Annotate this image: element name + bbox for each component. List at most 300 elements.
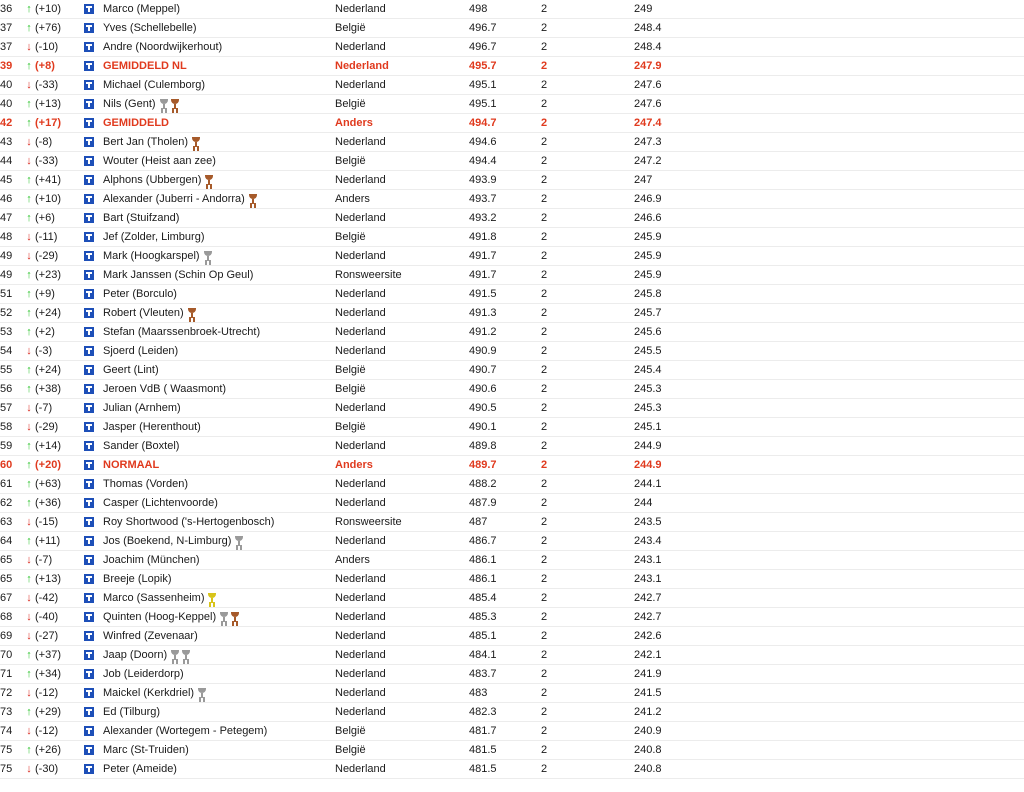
country: België xyxy=(335,364,366,376)
rank-value: 44 xyxy=(0,155,13,167)
profile-cell xyxy=(82,399,102,418)
games: 2 xyxy=(541,288,548,300)
profile-icon[interactable] xyxy=(84,42,94,52)
player-name[interactable]: Peter (Borculo) xyxy=(103,288,177,300)
player-name[interactable]: Jeroen VdB ( Waasmont) xyxy=(103,383,227,395)
games: 2 xyxy=(541,611,548,623)
profile-icon[interactable] xyxy=(84,308,94,318)
player-name[interactable]: Andre (Noordwijkerhout) xyxy=(103,41,223,53)
country: Ronsweersite xyxy=(335,516,402,528)
trophies xyxy=(234,536,245,547)
score: 494.7 xyxy=(469,117,497,129)
average: 247 xyxy=(634,174,653,186)
name-cell xyxy=(102,190,334,209)
arrow-down-icon: ↓ xyxy=(26,763,32,775)
score-cell xyxy=(468,513,540,532)
rank-cell xyxy=(0,532,24,551)
player-name[interactable]: Bert Jan (Tholen) xyxy=(103,136,188,148)
rank-change: (+10) xyxy=(35,193,61,205)
table-row xyxy=(0,589,1024,608)
rank-change: (-40) xyxy=(35,611,59,623)
profile-icon[interactable] xyxy=(84,650,94,660)
average: 248.4 xyxy=(634,22,662,34)
country: België xyxy=(335,421,366,433)
average-cell xyxy=(633,342,1024,361)
rank-change: (-8) xyxy=(35,136,53,148)
country-cell xyxy=(334,475,468,494)
player-name[interactable]: Alphons (Ubbergen) xyxy=(103,174,202,186)
player-name[interactable]: Bart (Stuifzand) xyxy=(103,212,180,224)
profile-icon[interactable] xyxy=(84,612,94,622)
name-cell xyxy=(102,437,334,456)
country-cell xyxy=(334,190,468,209)
games: 2 xyxy=(541,649,548,661)
average-cell xyxy=(633,551,1024,570)
profile-icon[interactable] xyxy=(84,232,94,242)
movement-cell xyxy=(24,133,82,152)
profile-icon[interactable] xyxy=(84,441,94,451)
rank-cell xyxy=(0,456,24,475)
arrow-up-icon: ↑ xyxy=(26,193,32,205)
rank-cell xyxy=(0,760,24,779)
name-cell xyxy=(102,418,334,437)
average: 243.1 xyxy=(634,554,662,566)
profile-icon[interactable] xyxy=(84,574,94,584)
games-cell xyxy=(540,608,633,627)
rank-value: 61 xyxy=(0,478,13,490)
games-cell xyxy=(540,684,633,703)
profile-icon[interactable] xyxy=(84,289,94,299)
country: Anders xyxy=(335,459,373,471)
average: 248.4 xyxy=(634,41,662,53)
games-cell xyxy=(540,380,633,399)
games: 2 xyxy=(541,687,548,699)
score-cell xyxy=(468,570,540,589)
player-name[interactable]: Joachim (München) xyxy=(103,554,200,566)
profile-icon[interactable] xyxy=(84,555,94,565)
player-name[interactable]: Julian (Arnhem) xyxy=(103,402,181,414)
country: Nederland xyxy=(335,668,386,680)
country: Nederland xyxy=(335,307,386,319)
profile-icon[interactable] xyxy=(84,764,94,774)
profile-icon[interactable] xyxy=(84,99,94,109)
rank-value: 73 xyxy=(0,706,13,718)
country: Nederland xyxy=(335,611,386,623)
player-name[interactable]: Marc (St-Truiden) xyxy=(103,744,189,756)
player-name[interactable]: Wouter (Heist aan zee) xyxy=(103,155,216,167)
games: 2 xyxy=(541,573,548,585)
games-cell xyxy=(540,570,633,589)
average-cell xyxy=(633,323,1024,342)
player-name[interactable]: Sander (Boxtel) xyxy=(103,440,180,452)
player-name[interactable]: Michael (Culemborg) xyxy=(103,79,206,91)
profile-cell xyxy=(82,646,102,665)
games-cell xyxy=(540,95,633,114)
rank-cell xyxy=(0,266,24,285)
country: Nederland xyxy=(335,497,386,509)
average-cell xyxy=(633,114,1024,133)
games: 2 xyxy=(541,668,548,680)
average: 249 xyxy=(634,3,653,15)
table-row xyxy=(0,380,1024,399)
arrow-down-icon: ↓ xyxy=(26,611,32,623)
games: 2 xyxy=(541,459,548,471)
country-cell xyxy=(334,646,468,665)
player-name[interactable]: Alexander (Juberri - Andorra) xyxy=(103,193,245,205)
rank-value: 60 xyxy=(0,459,13,471)
arrow-down-icon: ↓ xyxy=(26,41,32,53)
country-cell xyxy=(334,589,468,608)
average-cell xyxy=(633,209,1024,228)
average: 243.1 xyxy=(634,573,662,585)
rank-value: 53 xyxy=(0,326,13,338)
player-name[interactable]: Sjoerd (Leiden) xyxy=(103,345,179,357)
player-name[interactable]: Peter (Ameide) xyxy=(103,763,177,775)
rank-value: 70 xyxy=(0,649,13,661)
profile-icon[interactable] xyxy=(84,137,94,147)
arrow-down-icon: ↓ xyxy=(26,516,32,528)
table-row xyxy=(0,760,1024,779)
player-name[interactable]: Marco (Meppel) xyxy=(103,3,181,15)
name-cell xyxy=(102,722,334,741)
games-cell xyxy=(540,57,633,76)
score: 481.7 xyxy=(469,725,497,737)
average-cell xyxy=(633,760,1024,779)
profile-cell xyxy=(82,95,102,114)
country: Nederland xyxy=(335,402,386,414)
profile-icon[interactable] xyxy=(84,745,94,755)
profile-icon[interactable] xyxy=(84,498,94,508)
player-name[interactable]: Alexander (Wortegem - Petegem) xyxy=(103,725,268,737)
profile-cell xyxy=(82,133,102,152)
rank-cell xyxy=(0,152,24,171)
movement-cell xyxy=(24,741,82,760)
games-cell xyxy=(540,171,633,190)
country: Nederland xyxy=(335,3,386,15)
country: Anders xyxy=(335,554,370,566)
player-name[interactable]: Stefan (Maarssenbroek-Utrecht) xyxy=(103,326,261,338)
player-name[interactable]: Ed (Tilburg) xyxy=(103,706,161,718)
profile-icon[interactable] xyxy=(84,688,94,698)
average: 245.9 xyxy=(634,250,662,262)
average-cell xyxy=(633,190,1024,209)
average-cell xyxy=(633,0,1024,19)
profile-icon[interactable] xyxy=(84,669,94,679)
average-cell xyxy=(633,494,1024,513)
average: 247.2 xyxy=(634,155,662,167)
name-cell xyxy=(102,627,334,646)
score-cell xyxy=(468,741,540,760)
rank-value: 68 xyxy=(0,611,13,623)
average-cell xyxy=(633,570,1024,589)
profile-icon[interactable] xyxy=(84,593,94,603)
profile-icon[interactable] xyxy=(84,156,94,166)
player-name[interactable]: Yves (Schellebelle) xyxy=(103,22,197,34)
player-name[interactable]: Breeje (Lopik) xyxy=(103,573,172,585)
profile-cell xyxy=(82,57,102,76)
profile-icon[interactable] xyxy=(84,4,94,14)
country-cell xyxy=(334,57,468,76)
rank-value: 46 xyxy=(0,193,13,205)
games: 2 xyxy=(541,706,548,718)
player-name[interactable]: Mark (Hoogkarspel) xyxy=(103,250,200,262)
rank-change: (-42) xyxy=(35,592,59,604)
average-cell xyxy=(633,532,1024,551)
country: Nederland xyxy=(335,687,386,699)
games: 2 xyxy=(541,421,548,433)
table-row xyxy=(0,532,1024,551)
table-row xyxy=(0,228,1024,247)
games: 2 xyxy=(541,554,548,566)
movement-cell xyxy=(24,361,82,380)
profile-cell xyxy=(82,418,102,437)
rank-value: 49 xyxy=(0,250,13,262)
rank-cell xyxy=(0,76,24,95)
rank-value: 65 xyxy=(0,573,13,585)
trophy-bronze-icon xyxy=(248,194,258,204)
average-cell xyxy=(633,38,1024,57)
games-cell xyxy=(540,551,633,570)
rank-change: (-30) xyxy=(35,763,59,775)
movement-cell xyxy=(24,38,82,57)
arrow-down-icon: ↓ xyxy=(26,630,32,642)
country-cell xyxy=(334,19,468,38)
score: 494.6 xyxy=(469,136,497,148)
movement-cell xyxy=(24,665,82,684)
games-cell xyxy=(540,342,633,361)
player-name[interactable]: Marco (Sassenheim) xyxy=(103,592,205,604)
average: 247.4 xyxy=(634,117,662,129)
score-cell xyxy=(468,418,540,437)
table-row xyxy=(0,665,1024,684)
arrow-up-icon: ↑ xyxy=(26,440,32,452)
movement-cell xyxy=(24,95,82,114)
table-row xyxy=(0,722,1024,741)
country: België xyxy=(335,155,366,167)
profile-icon[interactable] xyxy=(84,365,94,375)
games: 2 xyxy=(541,250,548,262)
rank-value: 64 xyxy=(0,535,13,547)
player-name[interactable]: Casper (Lichtenvoorde) xyxy=(103,497,218,509)
profile-icon[interactable] xyxy=(84,460,94,470)
profile-icon[interactable] xyxy=(84,118,94,128)
rank-change: (+9) xyxy=(35,288,55,300)
average-cell xyxy=(633,703,1024,722)
table-row xyxy=(0,551,1024,570)
score-cell xyxy=(468,608,540,627)
arrow-up-icon: ↑ xyxy=(26,668,32,680)
profile-icon[interactable] xyxy=(84,707,94,717)
profile-icon[interactable] xyxy=(84,61,94,71)
profile-icon[interactable] xyxy=(84,422,94,432)
country-cell xyxy=(334,494,468,513)
player-name[interactable]: Winfred (Zevenaar) xyxy=(103,630,198,642)
rank-change: (+26) xyxy=(35,744,61,756)
average: 245.4 xyxy=(634,364,662,376)
player-name[interactable]: Maickel (Kerkdriel) xyxy=(103,687,195,699)
rank-value: 54 xyxy=(0,345,13,357)
rank-cell xyxy=(0,342,24,361)
average-cell xyxy=(633,608,1024,627)
profile-icon[interactable] xyxy=(84,270,94,280)
rank-change: (+8) xyxy=(35,60,55,72)
average: 247.6 xyxy=(634,79,662,91)
score: 496.7 xyxy=(469,41,497,53)
trophy-bronze-icon xyxy=(191,137,201,147)
profile-cell xyxy=(82,551,102,570)
score: 491.7 xyxy=(469,269,497,281)
rank-change: (-29) xyxy=(35,250,59,262)
profile-icon[interactable] xyxy=(84,175,94,185)
score-cell xyxy=(468,551,540,570)
score-cell xyxy=(468,190,540,209)
score: 490.5 xyxy=(469,402,497,414)
rank-change: (-11) xyxy=(35,231,58,243)
rank-value: 40 xyxy=(0,98,13,110)
average: 241.9 xyxy=(634,668,662,680)
name-cell xyxy=(102,304,334,323)
country: België xyxy=(335,725,366,737)
rank-change: (+36) xyxy=(35,497,61,509)
score: 496.7 xyxy=(469,22,497,34)
country-cell xyxy=(334,152,468,171)
trophies xyxy=(170,650,192,661)
player-name[interactable]: Geert (Lint) xyxy=(103,364,159,376)
arrow-up-icon: ↑ xyxy=(26,98,32,110)
games: 2 xyxy=(541,763,548,775)
profile-icon[interactable] xyxy=(84,384,94,394)
player-name[interactable]: Nils (Gent) xyxy=(103,98,156,110)
games-cell xyxy=(540,304,633,323)
movement-cell xyxy=(24,209,82,228)
player-name: NORMAAL xyxy=(103,459,160,471)
profile-cell xyxy=(82,684,102,703)
score-cell xyxy=(468,228,540,247)
country-cell xyxy=(334,684,468,703)
rank-cell xyxy=(0,684,24,703)
rank-change: (-7) xyxy=(35,554,53,566)
average: 245.1 xyxy=(634,421,662,433)
arrow-up-icon: ↑ xyxy=(26,573,32,585)
table-row xyxy=(0,323,1024,342)
score: 484.1 xyxy=(469,649,497,661)
player-name[interactable]: Roy Shortwood ('s-Hertogenbosch) xyxy=(103,516,275,528)
player-name[interactable]: Jos (Boekend, N-Limburg) xyxy=(103,535,232,547)
country: België xyxy=(335,22,366,34)
arrow-up-icon: ↑ xyxy=(26,744,32,756)
country: Nederland xyxy=(335,288,386,300)
profile-cell xyxy=(82,152,102,171)
movement-cell xyxy=(24,266,82,285)
rank-value: 74 xyxy=(0,725,13,737)
games: 2 xyxy=(541,155,548,167)
rank-change: (-7) xyxy=(35,402,53,414)
profile-cell xyxy=(82,38,102,57)
profile-icon[interactable] xyxy=(84,327,94,337)
score-cell xyxy=(468,171,540,190)
score: 485.1 xyxy=(469,630,497,642)
table-row xyxy=(0,152,1024,171)
table-row xyxy=(0,494,1024,513)
games-cell xyxy=(540,152,633,171)
average-cell xyxy=(633,418,1024,437)
player-name[interactable]: Mark Janssen (Schin Op Geul) xyxy=(103,269,254,281)
arrow-up-icon: ↑ xyxy=(26,212,32,224)
table-row xyxy=(0,0,1024,19)
rank-value: 65 xyxy=(0,554,13,566)
trophy-silver-icon xyxy=(181,650,191,660)
games-cell xyxy=(540,437,633,456)
rank-cell xyxy=(0,285,24,304)
profile-icon[interactable] xyxy=(84,726,94,736)
country-cell xyxy=(334,361,468,380)
arrow-down-icon: ↓ xyxy=(26,402,32,414)
player-name[interactable]: Quinten (Hoog-Keppel) xyxy=(103,611,217,623)
country-cell xyxy=(334,760,468,779)
movement-cell xyxy=(24,304,82,323)
country-cell xyxy=(334,665,468,684)
score: 488.2 xyxy=(469,478,497,490)
games: 2 xyxy=(541,383,548,395)
player-name[interactable]: Jaap (Doorn) xyxy=(103,649,168,661)
name-cell xyxy=(102,380,334,399)
rank-value: 75 xyxy=(0,763,13,775)
profile-icon[interactable] xyxy=(84,517,94,527)
score: 494.4 xyxy=(469,155,497,167)
profile-icon[interactable] xyxy=(84,479,94,489)
score: 490.6 xyxy=(469,383,497,395)
movement-cell xyxy=(24,171,82,190)
rank-change: (+34) xyxy=(35,668,61,680)
profile-icon[interactable] xyxy=(84,80,94,90)
country-cell xyxy=(334,456,468,475)
trophies xyxy=(197,688,208,699)
profile-icon[interactable] xyxy=(84,213,94,223)
profile-icon[interactable] xyxy=(84,403,94,413)
player-name[interactable]: Robert (Vleuten) xyxy=(103,307,184,319)
profile-icon[interactable] xyxy=(84,23,94,33)
profile-icon[interactable] xyxy=(84,251,94,261)
arrow-up-icon: ↑ xyxy=(26,364,32,376)
average: 240.9 xyxy=(634,725,662,737)
table-row xyxy=(0,684,1024,703)
arrow-up-icon: ↑ xyxy=(26,288,32,300)
rank-cell xyxy=(0,133,24,152)
games: 2 xyxy=(541,212,548,224)
country: Nederland xyxy=(335,136,386,148)
average: 242.1 xyxy=(634,649,662,661)
name-cell xyxy=(102,114,334,133)
country-cell xyxy=(334,95,468,114)
country-cell xyxy=(334,0,468,19)
player-name[interactable]: Thomas (Vorden) xyxy=(103,478,188,490)
player-name[interactable]: Jasper (Herenthout) xyxy=(103,421,201,433)
name-cell xyxy=(102,0,334,19)
profile-icon[interactable] xyxy=(84,536,94,546)
player-name: GEMIDDELD NL xyxy=(103,60,187,72)
profile-icon[interactable] xyxy=(84,631,94,641)
country: Nederland xyxy=(335,212,386,224)
player-name[interactable]: Job (Leiderdorp) xyxy=(103,668,184,680)
player-name[interactable]: Jef (Zolder, Limburg) xyxy=(103,231,205,243)
profile-icon[interactable] xyxy=(84,346,94,356)
name-cell xyxy=(102,247,334,266)
name-cell xyxy=(102,608,334,627)
movement-cell xyxy=(24,285,82,304)
profile-icon[interactable] xyxy=(84,194,94,204)
table-row xyxy=(0,38,1024,57)
name-cell xyxy=(102,456,334,475)
